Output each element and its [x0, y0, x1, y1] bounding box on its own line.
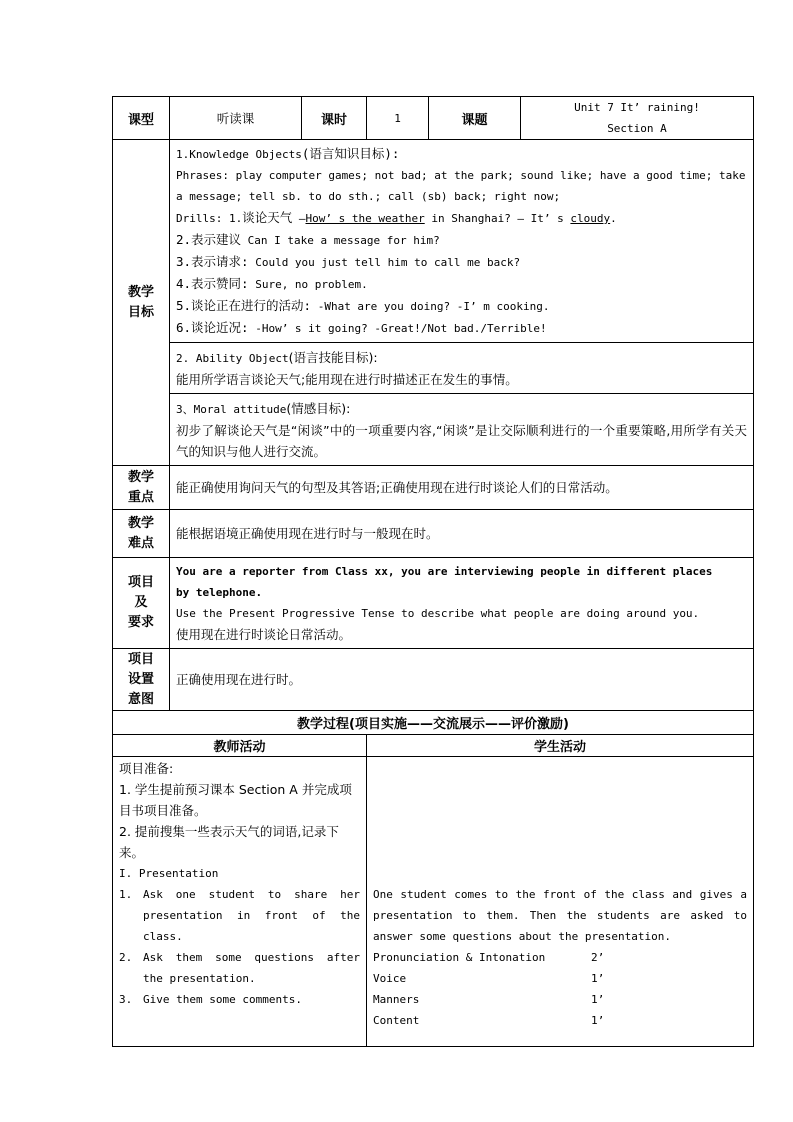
moral-title: 3、Moral attitude(情感目标):: [176, 401, 351, 416]
ability-object: [170, 343, 754, 394]
goals-moral-row: [113, 394, 754, 466]
teacher-item: 1. Ask one student to share her presentation in front of the class.: [119, 888, 360, 943]
drill-item-4: 4.表示赞同: Sure, no problem.: [176, 276, 368, 291]
project-label: 项目 及 要求: [113, 558, 170, 649]
goals-label-top: 教学: [127, 284, 154, 300]
score-item: Content 1’: [373, 1014, 605, 1027]
drills-line: Drills: 1.谈论天气 –How’ s the weather in Shanghai? – It’ s cloudy.: [176, 210, 617, 225]
project-task-line-1: You are a reporter from Class xx, you are interviewing people in different places: [176, 565, 713, 578]
lesson-plan-table: [112, 96, 754, 1047]
process-title: 教学过程(项目实施——交流展示——评价激励): [113, 711, 754, 735]
knowledge-objects: [170, 140, 754, 343]
key-points-text: 能正确使用询问天气的句型及其答语;正确使用现在进行时谈论人们的日常活动。: [170, 466, 754, 510]
intent-label: 项目 设置 意图: [113, 649, 170, 711]
ability-title: 2. Ability Object(语言技能目标):: [176, 350, 378, 365]
process-title-row: [113, 711, 754, 735]
type-label: 课型: [113, 97, 170, 140]
score-item: Voice 1’: [373, 972, 605, 985]
project-task-line-2: by telephone.: [176, 586, 263, 599]
project-row: [113, 558, 754, 649]
goals-ability-row: [113, 343, 754, 394]
intent-text: 正确使用现在进行时。: [170, 649, 754, 711]
teacher-activity: [113, 757, 367, 1047]
project-tense-cn: 使用现在进行时谈论日常活动。: [176, 627, 352, 642]
drill-item-2: 2.表示建议 Can I take a message for him?: [176, 232, 440, 247]
difficulties-text: 能根据语境正确使用现在进行时与一般现在时。: [170, 510, 754, 558]
score-item: Pronunciation & Intonation 2’: [373, 951, 605, 964]
student-activity: [367, 757, 754, 1047]
difficulties-label: 教学 难点: [113, 510, 170, 558]
key-points-label: 教学 重点: [113, 466, 170, 510]
teacher-item: 3. Give them some comments.: [119, 993, 302, 1006]
topic-line-2: Section A: [607, 122, 667, 135]
goals-label-bottom: 目标: [127, 304, 154, 320]
prep-item-2: 2. 提前搜集一些表示天气的词语,记录下来。: [119, 824, 339, 860]
drill-item-3: 3.表示请求: Could you just tell him to call me back?: [176, 254, 521, 269]
goals-knowledge-row: [113, 140, 754, 343]
moral-attitude: [170, 394, 754, 466]
key-points-row: [113, 466, 754, 510]
process-header-row: [113, 735, 754, 757]
prep-title: 项目准备:: [119, 761, 174, 776]
header-row: [113, 97, 754, 140]
moral-text: 初步了解谈论天气是“闲谈”中的一项重要内容,“闲谈”是让交际顺利进行的一个重要策略,用所学有关天气的知识与他人进行交流。: [176, 423, 747, 459]
knowledge-title: 1.Knowledge Objects(语言知识目标):: [176, 146, 400, 161]
topic-value: [521, 97, 754, 140]
student-activity-header: 学生活动: [367, 735, 754, 757]
project-tense-line: Use the Present Progressive Tense to describe what people are doing around you.: [176, 607, 700, 620]
difficulties-row: [113, 510, 754, 558]
teacher-activity-header: 教师活动: [113, 735, 367, 757]
drill-item-6: 6.谈论近况: -How’ s it going? -Great!/Not bad./Terrible!: [176, 320, 547, 335]
phrases-line-1: Phrases: play computer games; not bad; at the park; sound like; have a good time; take: [176, 169, 746, 182]
score-item: Manners 1’: [373, 993, 605, 1006]
drill-item-5: 5.谈论正在进行的活动: -What are you doing? -I’ m cooking.: [176, 298, 550, 313]
project-text: [170, 558, 754, 649]
teacher-item: 2. Ask them some questions after the presentation.: [119, 951, 360, 985]
intent-row: [113, 649, 754, 711]
process-content-row: [113, 757, 754, 1047]
ability-text: 能用所学语言谈论天气;能用现在进行时描述正在发生的事情。: [176, 372, 518, 387]
topic-line-1: Unit 7 It’ raining!: [574, 101, 700, 114]
student-text: One student comes to the front of the class and gives a presentation to them. Then the students are asked to answer some questions about the presentation.: [373, 888, 747, 943]
hours-label: 课时: [302, 97, 367, 140]
topic-label: 课题: [429, 97, 521, 140]
prep-item-1: 1. 学生提前预习课本 Section A 并完成项目书项目准备。: [119, 782, 352, 818]
goals-label: [113, 140, 170, 466]
phrases-line-2: a message; tell sb. to do sth.; call (sb) back; right now;: [176, 190, 561, 203]
hours-value: 1: [367, 97, 429, 140]
type-value: 听读课: [170, 97, 302, 140]
presentation-heading: I. Presentation: [119, 867, 219, 880]
